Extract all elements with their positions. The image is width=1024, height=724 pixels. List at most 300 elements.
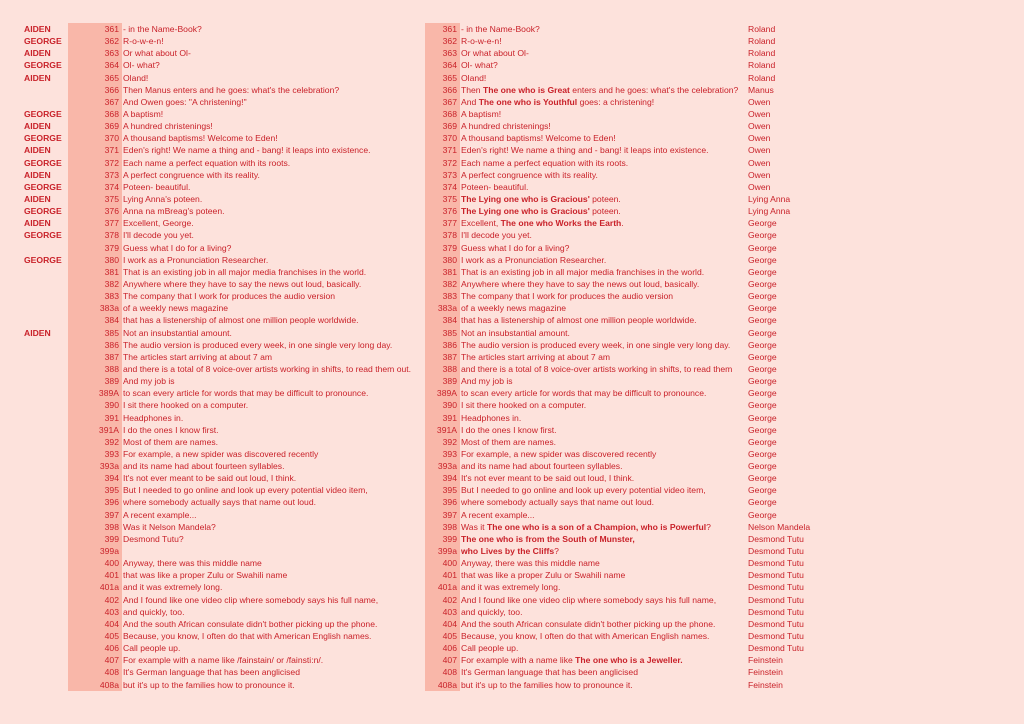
line-number: 405 bbox=[68, 630, 122, 642]
name-translation: The Lying one who is Gracious' bbox=[461, 193, 590, 204]
translated-line bbox=[425, 302, 820, 314]
character-name: Desmond Tutu bbox=[748, 631, 804, 642]
script-line bbox=[22, 181, 426, 193]
character-name: Desmond Tutu bbox=[748, 606, 804, 617]
character-name: Roland bbox=[748, 72, 776, 83]
line-text bbox=[460, 205, 748, 217]
line-number: 373 bbox=[425, 169, 460, 181]
line-text: For example with a name like /fainstain/ or /fainsti:n/. bbox=[123, 655, 324, 666]
line-number: 365 bbox=[68, 72, 122, 84]
line-text bbox=[460, 144, 748, 156]
line-text-plain: that was like a proper Zulu or Swahili name bbox=[461, 570, 626, 581]
translated-line bbox=[425, 666, 820, 678]
line-text bbox=[460, 606, 748, 618]
line-text bbox=[122, 545, 426, 557]
translated-line bbox=[425, 545, 820, 557]
speaker-name bbox=[22, 460, 68, 472]
line-text bbox=[460, 132, 748, 144]
script-line bbox=[22, 47, 426, 59]
character-name: Desmond Tutu bbox=[748, 558, 804, 569]
character-name: Feinstein bbox=[748, 679, 783, 690]
character-name: Desmond Tutu bbox=[748, 643, 804, 654]
translated-line bbox=[425, 72, 820, 84]
script-line bbox=[22, 630, 426, 642]
line-text-plain: And my job is bbox=[461, 376, 513, 387]
line-text bbox=[460, 72, 748, 84]
line-text-plain: and there is a total of 8 voice-over artists working in shifts, to read them bbox=[461, 363, 733, 374]
line-number: 403 bbox=[68, 606, 122, 618]
line-text-plain: Then bbox=[461, 84, 483, 95]
translated-line bbox=[425, 424, 820, 436]
line-text: Eden's right! We name a thing and - bang! it leaps into existence. bbox=[123, 145, 371, 156]
line-text-plain: that has a listenership of almost one million people worldwide. bbox=[461, 315, 697, 326]
line-text bbox=[460, 545, 748, 557]
line-text-plain: That is an existing job in all major media franchises in the world. bbox=[461, 266, 705, 277]
line-number: 377 bbox=[68, 217, 122, 229]
speaker-name bbox=[22, 594, 68, 606]
line-number: 393a bbox=[425, 460, 460, 472]
speaker-name: GEORGE bbox=[24, 133, 62, 144]
speaker-name bbox=[22, 545, 68, 557]
script-line bbox=[22, 436, 426, 448]
line-text-plain: and its name had about fourteen syllables. bbox=[461, 461, 623, 472]
line-text: A perfect congruence with its reality. bbox=[123, 169, 260, 180]
line-text bbox=[460, 630, 748, 642]
speaker-name: AIDEN bbox=[24, 145, 51, 156]
translated-line bbox=[425, 618, 820, 630]
line-text: of a weekly news magazine bbox=[123, 303, 229, 314]
translated-line bbox=[425, 108, 820, 120]
line-number: 387 bbox=[425, 351, 460, 363]
character-name: Feinstein bbox=[748, 655, 783, 666]
line-number: 361 bbox=[425, 23, 460, 35]
line-text-plain: ? bbox=[706, 521, 711, 532]
character-name: George bbox=[748, 266, 777, 277]
script-line bbox=[22, 569, 426, 581]
character-name: Desmond Tutu bbox=[748, 594, 804, 605]
speaker-name bbox=[22, 84, 68, 96]
speaker-name: GEORGE bbox=[24, 36, 62, 47]
name-translation: The one who is from the South of Munster, bbox=[461, 533, 635, 544]
line-text bbox=[460, 193, 748, 205]
translated-line bbox=[425, 509, 820, 521]
line-number: 408a bbox=[68, 679, 122, 691]
line-text: The company that I work for produces the audio version bbox=[123, 291, 336, 302]
line-number: 384 bbox=[68, 314, 122, 326]
line-text: And Owen goes: "A christening!" bbox=[123, 96, 247, 107]
translated-line bbox=[425, 399, 820, 411]
character-name: Lying Anna bbox=[748, 206, 791, 217]
line-number: 397 bbox=[68, 509, 122, 521]
line-text: Anna na mBreag's poteen. bbox=[123, 206, 225, 217]
translated-line bbox=[425, 59, 820, 71]
script-line bbox=[22, 290, 426, 302]
line-number: 391 bbox=[425, 412, 460, 424]
line-text: Anywhere where they have to say the news out loud, basically. bbox=[123, 278, 362, 289]
translated-line bbox=[425, 84, 820, 96]
name-translation: who Lives by the Cliffs bbox=[461, 546, 555, 557]
line-text-plain: Not an insubstantial amount. bbox=[461, 327, 570, 338]
translated-line bbox=[425, 521, 820, 533]
translated-line bbox=[425, 242, 820, 254]
character-name: Nelson Mandela bbox=[748, 521, 811, 532]
name-translation: The one who is Great bbox=[482, 84, 570, 95]
line-text: But I needed to go online and look up every potential video item, bbox=[123, 485, 368, 496]
translated-line bbox=[425, 157, 820, 169]
translated-line bbox=[425, 339, 820, 351]
translated-line bbox=[425, 96, 820, 108]
line-number: 401a bbox=[68, 581, 122, 593]
script-line bbox=[22, 618, 426, 630]
line-number: 408 bbox=[68, 666, 122, 678]
character-name: George bbox=[748, 303, 777, 314]
line-text bbox=[460, 412, 748, 424]
line-number: 396 bbox=[68, 496, 122, 508]
script-line bbox=[22, 581, 426, 593]
line-number: 389A bbox=[425, 387, 460, 399]
line-text-plain: Anyway, there was this middle name bbox=[461, 558, 600, 569]
line-text: A thousand baptisms! Welcome to Eden! bbox=[123, 133, 278, 144]
line-number: 362 bbox=[425, 35, 460, 47]
script-line bbox=[22, 496, 426, 508]
character-name: George bbox=[748, 230, 777, 241]
line-text: but it's up to the families how to pronounce it. bbox=[123, 679, 295, 690]
line-text bbox=[460, 472, 748, 484]
line-text: and there is a total of 8 voice-over artists working in shifts, to read them out. bbox=[123, 363, 412, 374]
line-text-plain: Ol- what? bbox=[461, 60, 498, 71]
speaker-name bbox=[22, 436, 68, 448]
line-number: 375 bbox=[425, 193, 460, 205]
translated-line bbox=[425, 181, 820, 193]
line-text: R-o-w-e-n! bbox=[123, 36, 164, 47]
character-name: George bbox=[748, 218, 777, 229]
character-name: George bbox=[748, 461, 777, 472]
line-text: I work as a Pronunciation Researcher. bbox=[123, 254, 269, 265]
script-line bbox=[22, 375, 426, 387]
translated-line bbox=[425, 363, 820, 375]
speaker-name bbox=[22, 630, 68, 642]
line-number: 385 bbox=[68, 327, 122, 339]
line-number: 361 bbox=[68, 23, 122, 35]
line-text-plain: A thousand baptisms! Welcome to Eden! bbox=[461, 133, 616, 144]
line-text-plain: I sit there hooked on a computer. bbox=[461, 400, 587, 411]
line-text bbox=[460, 399, 748, 411]
character-name: Owen bbox=[748, 133, 771, 144]
line-text-plain: The audio version is produced every week, in one single very long day. bbox=[461, 339, 731, 350]
line-number: 379 bbox=[425, 242, 460, 254]
character-name: Desmond Tutu bbox=[748, 570, 804, 581]
line-text bbox=[460, 618, 748, 630]
script-line bbox=[22, 266, 426, 278]
name-translation: The one who is a Jeweller. bbox=[575, 655, 683, 666]
line-text-plain: Poteen- beautiful. bbox=[461, 181, 529, 192]
script-line bbox=[22, 424, 426, 436]
line-number: 368 bbox=[68, 108, 122, 120]
script-line bbox=[22, 96, 426, 108]
speaker-name bbox=[22, 606, 68, 618]
line-number: 406 bbox=[68, 642, 122, 654]
line-number: 384 bbox=[425, 314, 460, 326]
script-line bbox=[22, 302, 426, 314]
speaker-name: AIDEN bbox=[24, 72, 51, 83]
line-text-plain: For example, a new spider was discovered recently bbox=[461, 448, 657, 459]
line-text bbox=[460, 569, 748, 581]
speaker-name bbox=[22, 448, 68, 460]
line-text bbox=[460, 521, 748, 533]
script-line bbox=[22, 120, 426, 132]
translated-line bbox=[425, 594, 820, 606]
translated-line bbox=[425, 448, 820, 460]
line-text: And I found like one video clip where somebody says his full name, bbox=[123, 594, 379, 605]
line-text: where somebody actually says that name out loud. bbox=[123, 497, 316, 508]
line-text-plain: Eden's right! We name a thing and - bang! it leaps into existence. bbox=[461, 145, 709, 156]
script-line bbox=[22, 642, 426, 654]
line-text-plain: Call people up. bbox=[461, 643, 519, 654]
line-number: 370 bbox=[68, 132, 122, 144]
script-line bbox=[22, 314, 426, 326]
speaker-name bbox=[22, 399, 68, 411]
line-number: 365 bbox=[425, 72, 460, 84]
character-name: Roland bbox=[748, 36, 776, 47]
speaker-name: GEORGE bbox=[24, 108, 62, 119]
speaker-name bbox=[22, 339, 68, 351]
translated-line bbox=[425, 630, 820, 642]
character-name: Owen bbox=[748, 145, 771, 156]
line-number: 399 bbox=[425, 533, 460, 545]
line-text: Ol- what? bbox=[123, 60, 160, 71]
translated-line bbox=[425, 351, 820, 363]
speaker-name bbox=[22, 278, 68, 290]
line-text-plain: Each name a perfect equation with its roots. bbox=[461, 157, 629, 168]
line-text-plain: It's not ever meant to be said out loud, I think. bbox=[461, 473, 635, 484]
speaker-name bbox=[22, 569, 68, 581]
line-text: That is an existing job in all major media franchises in the world. bbox=[123, 266, 367, 277]
script-line bbox=[22, 557, 426, 569]
translated-line bbox=[425, 217, 820, 229]
line-number: 380 bbox=[68, 254, 122, 266]
speaker-name: AIDEN bbox=[24, 48, 51, 59]
line-number: 407 bbox=[425, 654, 460, 666]
line-number: 393a bbox=[68, 460, 122, 472]
line-text: to scan every article for words that may be difficult to pronounce. bbox=[123, 388, 369, 399]
translated-line bbox=[425, 412, 820, 424]
character-name: Lying Anna bbox=[748, 193, 791, 204]
line-text bbox=[460, 666, 748, 678]
character-name: George bbox=[748, 291, 777, 302]
line-text: Poteen- beautiful. bbox=[123, 181, 191, 192]
line-text bbox=[460, 557, 748, 569]
line-text-plain: Excellent, bbox=[461, 218, 501, 229]
line-text: I'll decode you yet. bbox=[123, 230, 194, 241]
speaker-name bbox=[22, 618, 68, 630]
line-text bbox=[460, 363, 748, 375]
line-text: Oland! bbox=[123, 72, 149, 83]
line-number: 385 bbox=[425, 327, 460, 339]
character-name: Manus bbox=[748, 84, 774, 95]
line-number: 383a bbox=[68, 302, 122, 314]
script-line bbox=[22, 217, 426, 229]
line-number: 387 bbox=[68, 351, 122, 363]
line-text-plain: goes: a christening! bbox=[577, 96, 655, 107]
speaker-name bbox=[22, 424, 68, 436]
line-number: 398 bbox=[425, 521, 460, 533]
translated-line bbox=[425, 327, 820, 339]
line-text: Most of them are names. bbox=[123, 436, 219, 447]
line-text: The audio version is produced every week, in one single very long day. bbox=[123, 339, 393, 350]
script-line bbox=[22, 327, 426, 339]
line-text: Excellent, George. bbox=[123, 218, 194, 229]
line-number: 372 bbox=[68, 157, 122, 169]
line-text: Headphones in. bbox=[123, 412, 184, 423]
line-text bbox=[460, 424, 748, 436]
line-text bbox=[460, 290, 748, 302]
line-number: 393 bbox=[425, 448, 460, 460]
script-line bbox=[22, 351, 426, 363]
speaker-name: AIDEN bbox=[24, 327, 51, 338]
speaker-name bbox=[22, 642, 68, 654]
line-text-plain: I'll decode you yet. bbox=[461, 230, 532, 241]
name-translation: The one who is Youthful bbox=[478, 96, 578, 107]
translated-line bbox=[425, 314, 820, 326]
translated-line bbox=[425, 460, 820, 472]
line-text-plain: And bbox=[461, 96, 479, 107]
script-line bbox=[22, 363, 426, 375]
line-text: and its name had about fourteen syllables. bbox=[123, 461, 285, 472]
line-text-plain: And I found like one video clip where somebody says his full name, bbox=[461, 594, 717, 605]
translated-line bbox=[425, 533, 820, 545]
line-number: 390 bbox=[68, 399, 122, 411]
character-name: Owen bbox=[748, 169, 771, 180]
line-text bbox=[460, 217, 748, 229]
character-name: Owen bbox=[748, 157, 771, 168]
line-number: 390 bbox=[425, 399, 460, 411]
line-text bbox=[460, 157, 748, 169]
speaker-name: GEORGE bbox=[24, 254, 62, 265]
line-number: 383 bbox=[425, 290, 460, 302]
line-number: 374 bbox=[425, 181, 460, 193]
line-text-plain: . bbox=[621, 218, 624, 229]
character-name: Desmond Tutu bbox=[748, 582, 804, 593]
line-text: And the south African consulate didn't bother picking up the phone. bbox=[123, 618, 378, 629]
character-name: Desmond Tutu bbox=[748, 618, 804, 629]
line-text: The articles start arriving at about 7 am bbox=[123, 351, 273, 362]
script-line bbox=[22, 193, 426, 205]
line-number: 378 bbox=[425, 229, 460, 241]
line-text bbox=[460, 484, 748, 496]
character-name: George bbox=[748, 473, 777, 484]
line-text: and quickly, too. bbox=[123, 606, 185, 617]
line-text-plain: poteen. bbox=[589, 206, 621, 217]
line-text bbox=[460, 642, 748, 654]
line-number: 400 bbox=[68, 557, 122, 569]
speaker-name bbox=[22, 654, 68, 666]
line-text: that was like a proper Zulu or Swahili name bbox=[123, 570, 288, 581]
line-number: 396 bbox=[425, 496, 460, 508]
line-number: 374 bbox=[68, 181, 122, 193]
line-text: I do the ones I know first. bbox=[123, 424, 219, 435]
character-name: George bbox=[748, 497, 777, 508]
character-name: George bbox=[748, 376, 777, 387]
line-number: 395 bbox=[425, 484, 460, 496]
line-text: Not an insubstantial amount. bbox=[123, 327, 232, 338]
line-number: 363 bbox=[425, 47, 460, 59]
line-text-plain: A perfect congruence with its reality. bbox=[461, 169, 598, 180]
script-line bbox=[22, 144, 426, 156]
script-line bbox=[22, 157, 426, 169]
line-text: I sit there hooked on a computer. bbox=[123, 400, 249, 411]
translated-line bbox=[425, 290, 820, 302]
character-name: George bbox=[748, 424, 777, 435]
line-number: 367 bbox=[425, 96, 460, 108]
character-name: Feinstein bbox=[748, 667, 783, 678]
line-text: Was it Nelson Mandela? bbox=[123, 521, 216, 532]
speaker-name bbox=[22, 557, 68, 569]
character-name: George bbox=[748, 339, 777, 350]
line-number: 386 bbox=[68, 339, 122, 351]
line-number: 368 bbox=[425, 108, 460, 120]
line-text-plain: A recent example... bbox=[461, 509, 535, 520]
line-text bbox=[460, 375, 748, 387]
line-number: 393 bbox=[68, 448, 122, 460]
character-name: George bbox=[748, 485, 777, 496]
translated-line bbox=[425, 254, 820, 266]
line-number: 392 bbox=[68, 436, 122, 448]
line-text bbox=[460, 47, 748, 59]
line-text-plain: - in the Name-Book? bbox=[461, 24, 540, 34]
line-number: 378 bbox=[68, 229, 122, 241]
line-number: 401a bbox=[425, 581, 460, 593]
translated-line bbox=[425, 23, 820, 35]
script-line bbox=[22, 72, 426, 84]
character-name: George bbox=[748, 327, 777, 338]
character-name: George bbox=[748, 448, 777, 459]
line-number: 370 bbox=[425, 132, 460, 144]
translated-line bbox=[425, 205, 820, 217]
translated-line bbox=[425, 47, 820, 59]
script-line bbox=[22, 278, 426, 290]
translated-line bbox=[425, 606, 820, 618]
speaker-name bbox=[22, 242, 68, 254]
line-number: 381 bbox=[68, 266, 122, 278]
speaker-name: AIDEN bbox=[24, 193, 51, 204]
line-number: 369 bbox=[425, 120, 460, 132]
translated-line bbox=[425, 642, 820, 654]
script-line bbox=[22, 679, 426, 691]
speaker-name bbox=[22, 412, 68, 424]
line-number: 369 bbox=[68, 120, 122, 132]
speaker-name bbox=[22, 290, 68, 302]
speaker-name: GEORGE bbox=[24, 206, 62, 217]
line-text-plain: enters and he goes: what's the celebration? bbox=[569, 84, 739, 95]
line-text bbox=[460, 496, 748, 508]
line-text bbox=[460, 266, 748, 278]
character-name: Owen bbox=[748, 121, 771, 132]
translated-line bbox=[425, 169, 820, 181]
line-number: 401 bbox=[425, 569, 460, 581]
speaker-name: AIDEN bbox=[24, 121, 51, 132]
line-text bbox=[460, 314, 748, 326]
line-number: 371 bbox=[68, 144, 122, 156]
line-number: 388 bbox=[425, 363, 460, 375]
line-number: 366 bbox=[425, 84, 460, 96]
line-text: It's not ever meant to be said out loud, I think. bbox=[123, 473, 297, 484]
line-text-plain: For example with a name like bbox=[461, 655, 576, 666]
line-text-plain: Oland! bbox=[461, 72, 487, 83]
line-text bbox=[460, 35, 748, 47]
line-text bbox=[460, 509, 748, 521]
line-text bbox=[460, 302, 748, 314]
script-line bbox=[22, 509, 426, 521]
